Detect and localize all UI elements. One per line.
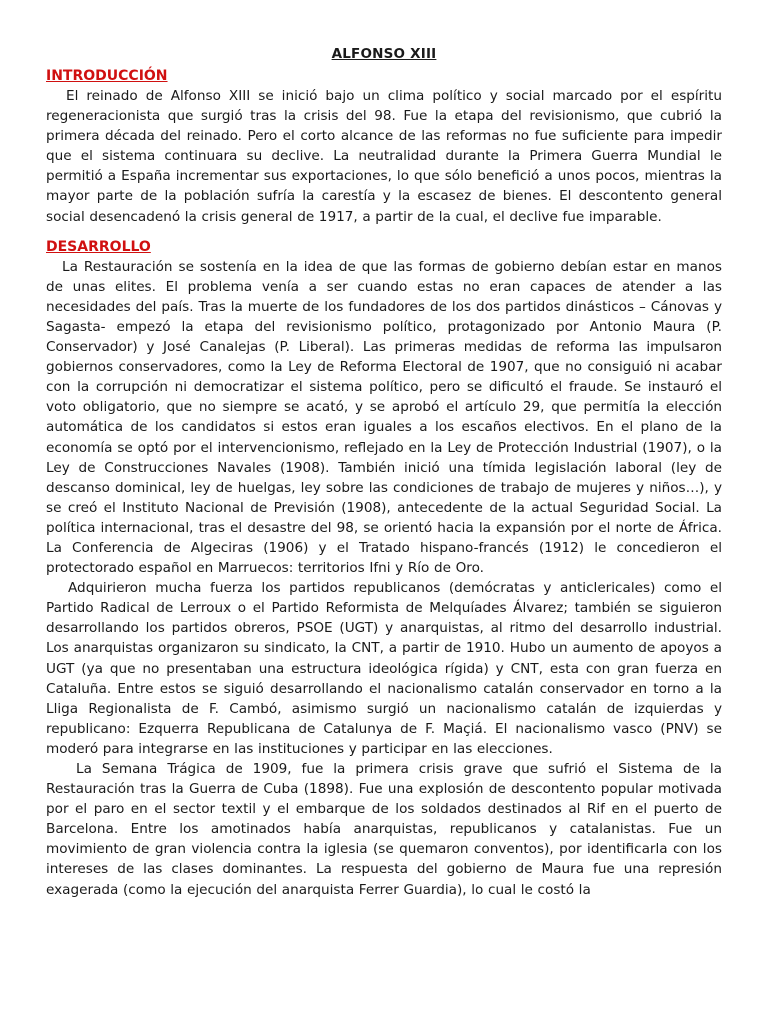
section-spacer (46, 227, 722, 237)
development-heading: DESARROLLO (46, 238, 151, 255)
document-title: ALFONSO XIII (331, 46, 437, 62)
intro-paragraph: El reinado de Alfonso XIII se inició bajo un clima político y social marcado por el espíritu regeneracionista que surgió tras la crisis del 98. Fue la etapa del revisionismo, que cubrió la primera década del reinado. Pero el corto alcance de las reformas no fue suficiente para impedir que el sistema continuara su declive. La neutralidad durante la Primera Guerra Mundial le permitió a España incrementar sus exportaciones, lo que sólo benefició a unos pocos, mientras la mayor parte de la población sufría la carestía y la escasez de bienes. El descontento general social desencadenó la crisis general de 1917, a partir de la cual, el declive fue imparable. (46, 88, 722, 225)
development-paragraph-1: La Restauración se sostenía en la idea de que las formas de gobierno debían estar en manos de unas elites. El problema venía a ser cuando estas no eran capaces de atender a las necesidades del país. Tras la muerte de los fundadores de los dos partidos dinásticos – Cánovas y Sagasta- empezó la etapa del revisionismo político, protagonizado por Antonio Maura (P. Conservador) y José Canalejas (P. Liberal). Las primeras medidas de reforma las impulsaron gobiernos conservadores, como la Ley de Reforma Electoral de 1907, que no consiguió ni acabar con la corrupción ni democratizar el sistema político, pero se dificultó el fraude. Se instauró el voto obligatorio, que no siempre se acató, y se aprobó el artículo 29, que permitía la elección automática de los candidatos si estos eran iguales a los escaños electivos. En el plano de la economía se optó por el intervencionismo, reflejado en la Ley de Protección Industrial (1907), o la Ley de Construcciones Navales (1908). También inició una tímida legislación laboral (ley de descanso dominical, ley de huelgas, ley sobre las condiciones de trabajo de mujeres y niños…), y se creó el Instituto Nacional de Previsión (1908), antecedente de la actual Seguridad Social. La política internacional, tras el desastre del 98, se orientó hacia la expansión por el norte de África. La Conferencia de Algeciras (1906) y el Tratado hispano-francés (1912) le concedieron el protectorado español en Marruecos: territorios Ifni y Río de Oro. (46, 258, 722, 577)
development-paragraph-2: Adquirieron mucha fuerza los partidos republicanos (demócratas y anticlericales) como el Partido Radical de Lerroux o el Partido Reformista de Melquíades Álvarez; también se siguieron desarrollando los partidos obreros, PSOE (UGT) y anarquistas, al ritmo del desarrollo industrial. Los anarquistas organizaron su sindicato, la CNT, a partir de 1910. Hubo un aumento de apoyos a UGT (ya que no presentaban una estructura ideológica rígida) y CNT, esta con gran fuerza en Cataluña. Entre estos se siguió desarrollando el nacionalismo catalán conservador en torno a la Lliga Regionalista de F. Cambó, asimismo surgió un nacionalismo catalán de izquierdas y republicano: Ezquerra Republicana de Catalunya de F. Maçiá. El nacionalismo vasco (PNV) se moderó para integrarse en las instituciones y participar en las elecciones. (46, 580, 722, 757)
intro-heading: INTRODUCCIÓN (46, 68, 168, 84)
development-paragraph-3: La Semana Trágica de 1909, fue la primera crisis grave que sufrió el Sistema de la Restauración tras la Guerra de Cuba (1898). Fue una explosión de descontento popular motivada por el paro en el sector textil y el embarque de los soldados destinados al Rif en el puerto de Barcelona. Entre los amotinados había anarquistas, republicanos y catalanistas. Fue un movimiento de gran violencia contra la iglesia (se quemaron conventos), por identificarla con los intereses de las clases dominantes. La respuesta del gobierno de Maura fue una represión exagerada (como la ejecución del anarquista Ferrer Guardia), lo cual le costó la (46, 761, 722, 898)
